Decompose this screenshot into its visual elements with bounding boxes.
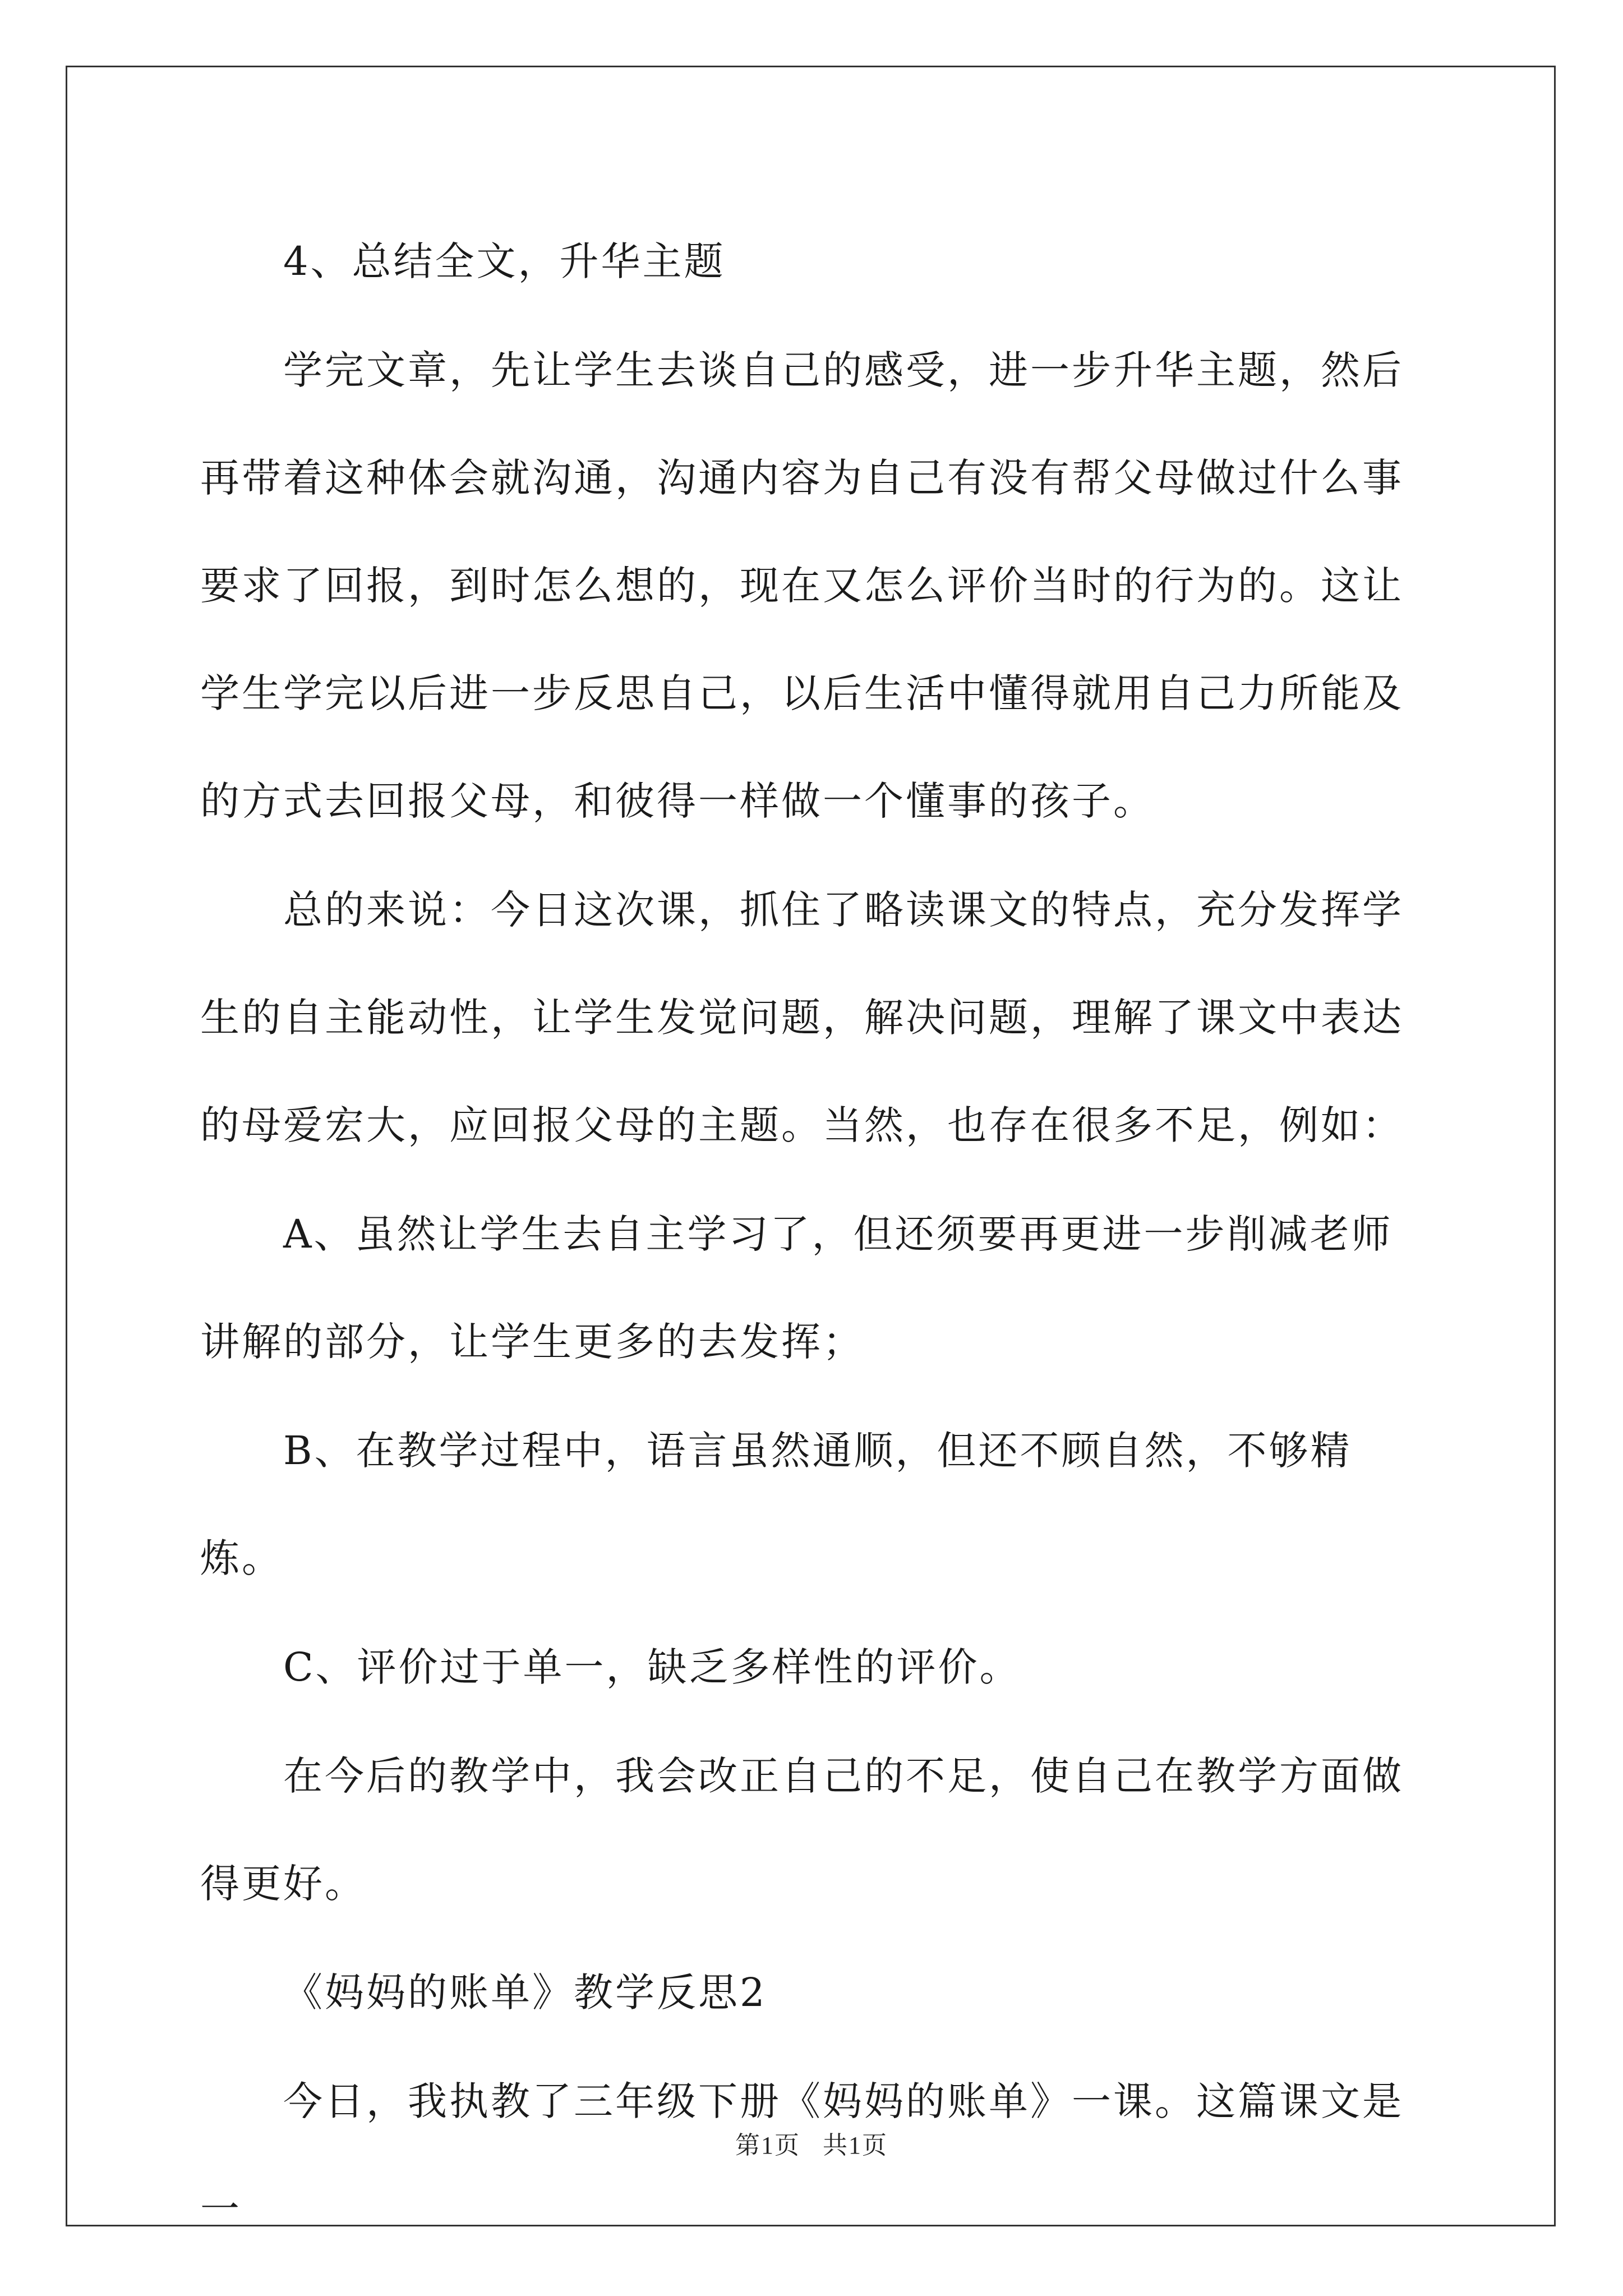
body-paragraph: A、虽然让学生去自主学习了，但还须要再更进一步削减老师讲解的部分，让学生更多的去发挥； [200,1211,1393,1365]
document-body [200,208,1434,2264]
body-paragraph: C、评价过于单一，缺乏多样性的评价。 [283,1644,1021,1690]
section-heading: 《妈妈的账单》教学反思2 [283,1970,767,2016]
body-paragraph: 今日，我执教了三年级下册《妈妈的账单》一课。这篇课文是一 [200,2078,1404,2232]
section-heading: 4、总结全文，升华主题 [283,238,726,284]
page-total: 共1页 [823,2132,888,2159]
body-paragraph: 总的来说：今日这次课，抓住了略读课文的特点，充分发挥学生的自主能动性，让学生发觉问题，解决问题，理解了课文中表达的母爱宏大，应回报父母的主题。当然，也存在很多不足，例如： [200,887,1404,1148]
page-number: 第1页 [735,2132,800,2159]
body-paragraph: 学完文章，先让学生去谈自己的感受，进一步升华主题，然后再带着这种体会就沟通，沟通内容为自己有没有帮父母做过什么事要求了回报，到时怎么想的，现在又怎么评价当时的行为的。这让学生学完以后进一步反思自己，以后生活中懂得就用自己力所能及的方式去回报父母，和彼得一样做一个懂事的孩子。 [200,347,1404,824]
body-paragraph: 在今后的教学中，我会改正自己的不足，使自己在教学方面做得更好。 [200,1753,1404,1907]
page-footer [0,2125,1623,2161]
body-paragraph: B、在教学过程中，语言虽然通顺，但还不顾自然，不够精炼。 [200,1428,1352,1581]
